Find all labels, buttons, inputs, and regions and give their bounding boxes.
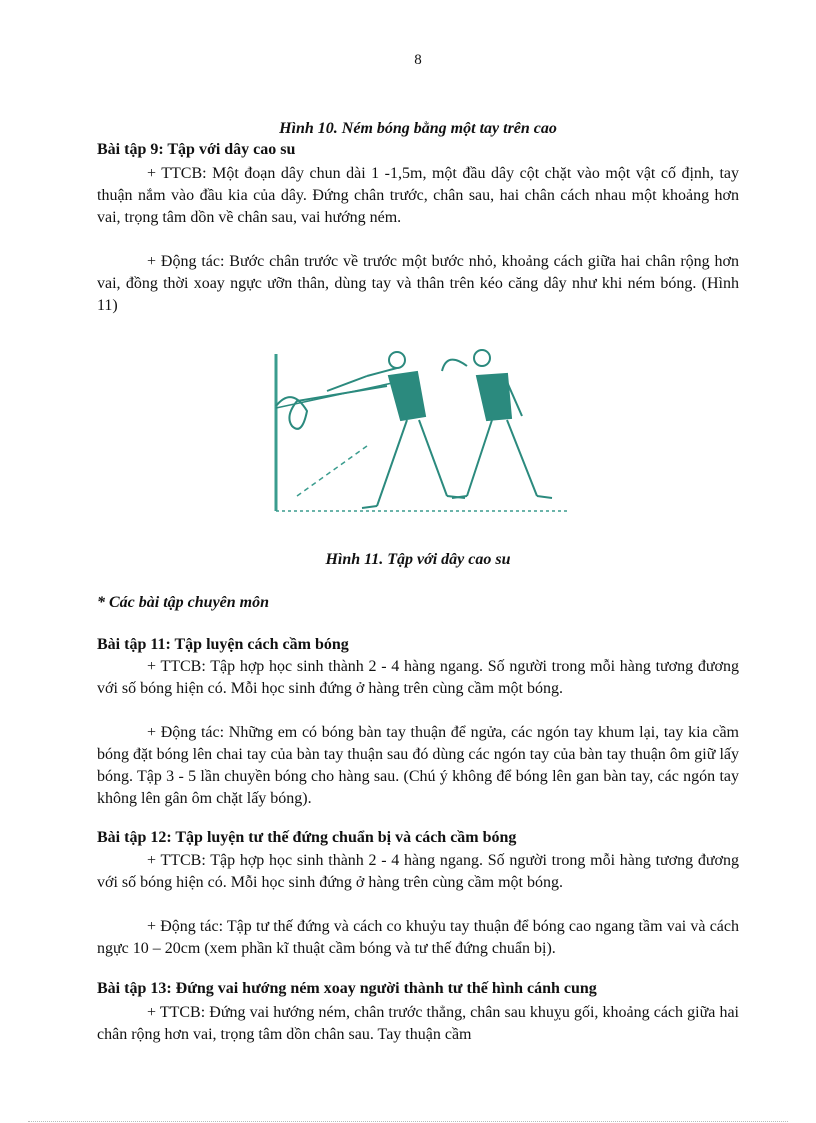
exercise-9-dongtac: + Động tác: Bước chân trước về trước một bước nhỏ, khoảng cách giữa hai chân rộng hơn vai, đồng thời xoay ngực ưỡn thân, dùng tay và thân trên kéo căng dây như khi ném bóng. (Hình 11) xyxy=(97,253,739,314)
exercise-11-ttcb: + TTCB: Tập hợp học sinh thành 2 - 4 hàng ngang. Số người trong mỗi hàng tương đương với số bóng hiện có. Mỗi học sinh đứng ở hàng trên cùng cầm một bóng. xyxy=(97,658,739,697)
exercise-11-title: Bài tập 11: Tập luyện cách cầm bóng xyxy=(97,636,349,653)
footer-divider xyxy=(28,1121,788,1122)
section-title: * Các bài tập chuyên môn xyxy=(97,594,270,611)
rubber-band xyxy=(276,386,387,429)
exercise-12-title: Bài tập 12: Tập luyện tư thế đứng chuẩn bị và cách cầm bóng xyxy=(97,829,517,846)
athlete-2 xyxy=(442,350,552,498)
page-number: 8 xyxy=(414,52,422,68)
exercise-9-ttcb: + TTCB: Một đoạn dây chun dài 1 -1,5m, một đầu dây cột chặt vào một vật cố định, tay thuận nắm vào đầu kia của dây. Đứng chân trước, chân sau, hai chân cách nhau một khoảng hơn vai, trọng tâm dồn về chân sau, vai hướng ném. xyxy=(97,165,739,226)
figure-11-caption: Hình 11. Tập với dây cao su xyxy=(325,551,511,568)
exercise-11-dongtac: + Động tác: Những em có bóng bàn tay thuận để ngửa, các ngón tay khum lại, tay kia cầm bóng đặt bóng lên chai tay của bàn tay thuận sau đó dùng các ngón tay của bàn tay thuận ôm giữ lấy bóng. Tập 3 - 5 lần chuyền bóng cho hàng sau. (Chú ý không để bóng lên gan bàn tay, các ngón tay không lên gân ôm chặt lấy bóng). xyxy=(97,724,739,807)
figure-10-caption: Hình 10. Ném bóng bằng một tay trên cao xyxy=(279,120,557,137)
exercise-13-ttcb: + TTCB: Đứng vai hướng ném, chân trước thẳng, chân sau khuỵu gối, khoảng cách giữa hai chân rộng hơn vai, trọng tâm dồn chân sau. Tay thuận cầm xyxy=(97,1004,739,1043)
exercise-12-dongtac: + Động tác: Tập tư thế đứng và cách co khuỷu tay thuận để bóng cao ngang tầm vai và cách ngực 10 – 20cm (xem phần kĩ thuật cầm bóng và tư thế đứng chuẩn bị). xyxy=(97,918,739,957)
figure-11-illustration xyxy=(267,346,573,516)
exercise-12-ttcb: + TTCB: Tập hợp học sinh thành 2 - 4 hàng ngang. Số người trong mỗi hàng tương đương với số bóng hiện có. Mỗi học sinh đứng ở hàng trên cùng cầm một bóng. xyxy=(97,852,739,891)
exercise-9-title: Bài tập 9: Tập với dây cao su xyxy=(97,141,296,158)
athlete-1 xyxy=(327,352,465,508)
exercise-13-title: Bài tập 13: Đứng vai hướng ném xoay người thành tư thế hình cánh cung xyxy=(97,980,597,997)
